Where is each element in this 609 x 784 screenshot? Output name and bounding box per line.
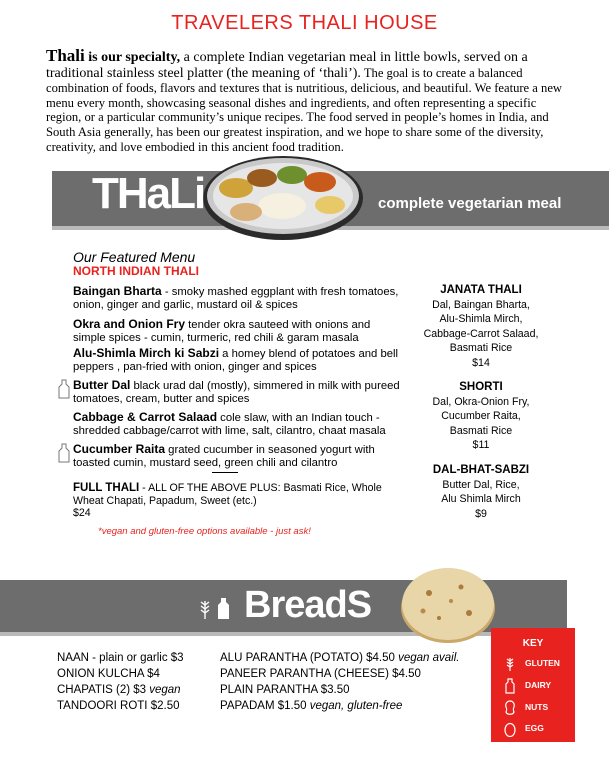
bread-item: [220, 682, 459, 698]
dish-item: [73, 443, 403, 470]
combo-line: Basmati Rice: [449, 342, 513, 355]
full-thali-name: FULL THALI: [73, 482, 140, 494]
dairy-icon: [58, 379, 70, 399]
combo-line: Cucumber Raita,: [441, 410, 521, 423]
menu-section-title: NORTH INDIAN THALI: [73, 264, 199, 278]
wheat-icon: [201, 601, 209, 619]
combo-price: $11: [472, 439, 490, 452]
key-title: KEY: [522, 638, 544, 649]
vegan-note: *vegan and gluten-free options available - just ask!: [98, 526, 311, 537]
key-label: EGG: [525, 723, 544, 733]
bread-note: vegan: [146, 684, 181, 696]
key-label: GLUTEN: [525, 658, 560, 668]
dish-description: - smoky mashed eggplant with fresh tomatoes, onion, ginger and garlic, mustard oil & spices: [73, 286, 399, 311]
intro-body: The goal is to create a balanced combination of foods, flavors and textures that is nutritious, delicious, and beautiful. We feature a new menu every month, showcasing seasonal dishes and ingredients, and often representing a specific region, or a particular community’s unique recipes. The food served in people’s homes in India, and South Asia generally, has been our greatest inspiration, and we hope to share some of the diversity, creativity, and love embodied in this ancient food tradition.: [46, 65, 563, 154]
combo-shorti: [416, 380, 546, 453]
key-item-gluten: [503, 656, 560, 674]
intro-lead-rest: is our specialty,: [84, 50, 181, 65]
restaurant-title: TRAVELERS THALI HOUSE: [171, 12, 438, 34]
full-thali-description: - ALL OF THE ABOVE PLUS: Basmati Rice, Whole Wheat Chapati, Papadum, Sweet (etc.): [73, 482, 382, 507]
dairy-icon: [58, 443, 70, 463]
dish-item: [73, 318, 403, 345]
combo-line: Alu Shimla Mirch: [441, 493, 521, 506]
milk-bottle-icon: [218, 598, 229, 619]
dish-name: Alu-Shimla Mirch ki Sabzi: [73, 346, 220, 360]
intro-sentence: a complete Indian vegetarian meal in little bowls, served on a traditional stainless steel platter (the meaning of ‘thali’).: [46, 50, 528, 81]
dish-name: Baingan Bharta: [73, 284, 162, 298]
thali-banner-title: THaLi: [92, 169, 205, 218]
thali-plate-image: [200, 150, 365, 242]
bread-item: [57, 650, 184, 666]
allergen-key: [491, 628, 575, 742]
featured-menu-label: Our Featured Menu: [73, 249, 196, 265]
combo-line: Dal, Okra-Onion Fry,: [432, 395, 530, 408]
menu-divider: [212, 472, 238, 473]
nut-icon: [503, 700, 517, 716]
combo-janata-thali: [416, 283, 546, 371]
bread-text: TANDOORI ROTI $2.50: [57, 700, 180, 712]
combo-name: DAL-BHAT-SABZI: [432, 464, 530, 476]
intro-lead-word: Thali: [46, 46, 85, 65]
dish-description: cole slaw, with an Indian touch - shredded cabbage/carrot with lime, salt, cilantro, chaat masala: [73, 412, 386, 437]
combo-line: Alu-Shimla Mirch,: [439, 313, 523, 326]
dish-item: [73, 347, 403, 374]
combo-price: $14: [472, 356, 490, 369]
thali-banner-subtitle: complete vegetarian meal: [378, 195, 562, 212]
combo-line: Cabbage-Carrot Salaad,: [423, 327, 539, 340]
dish-description: black urad dal (mostly), simmered in milk with pureed tomatoes, cream, butter and spices: [73, 380, 400, 405]
dish-description: a homey blend of potatoes and bell peppers , pan-fried with onion, ginger and spices: [73, 348, 399, 373]
combo-name: JANATA THALI: [440, 284, 522, 296]
roti-image: [399, 563, 497, 645]
combo-line: Basmati Rice: [449, 424, 513, 437]
bread-text: PLAIN PARANTHA $3.50: [220, 684, 350, 696]
bread-item: [57, 682, 184, 698]
dish-name: Okra and Onion Fry: [73, 317, 186, 331]
bread-item: [220, 698, 459, 714]
combo-line: Dal, Baingan Bharta,: [432, 298, 530, 311]
egg-icon: [503, 721, 517, 737]
key-label: NUTS: [525, 702, 549, 712]
bread-text: CHAPATIS (2) $3: [57, 684, 147, 696]
combo-line: Butter Dal, Rice,: [442, 478, 520, 491]
key-item-egg: [503, 721, 544, 739]
dish-item: [73, 379, 403, 406]
wheat-icon: [503, 656, 517, 672]
bread-text: ALU PARANTHA (POTATO) $4.50: [220, 652, 395, 664]
bread-text: PANEER PARANTHA (CHEESE) $4.50: [220, 668, 421, 680]
dish-description: tender okra sauteed with onions and simple spices - cumin, turmeric, red chili & garam masala: [73, 319, 371, 344]
bread-note: vegan, gluten-free: [306, 700, 403, 712]
combo-name: SHORTI: [459, 381, 503, 393]
bread-item: [57, 698, 184, 714]
dish-name: Cabbage & Carrot Salaad: [73, 410, 218, 424]
key-label: DAIRY: [525, 680, 552, 690]
full-thali-item: [73, 482, 393, 520]
dish-item: [73, 411, 403, 438]
breads-list-right: [220, 650, 459, 714]
breads-banner-title: BreadS: [244, 584, 372, 626]
key-item-dairy: [503, 678, 552, 696]
bread-text: NAAN - plain or garlic $3: [57, 652, 184, 664]
dish-item: [73, 285, 403, 312]
key-item-nuts: [503, 700, 549, 718]
breads-list-left: [57, 650, 184, 714]
bread-item: [57, 666, 184, 682]
bread-text: ONION KULCHA $4: [57, 668, 160, 680]
intro-paragraph: [46, 46, 566, 154]
combo-price: $9: [475, 507, 487, 520]
milk-bottle-icon: [503, 678, 517, 694]
combo-dal-bhat-sabzi: [416, 463, 546, 521]
full-thali-price: $24: [73, 507, 91, 519]
bread-text: PAPADAM $1.50: [220, 700, 307, 712]
bread-item: [220, 650, 459, 666]
bread-note: vegan avail.: [394, 652, 460, 664]
breads-banner-icons: [196, 597, 236, 621]
bread-item: [220, 666, 459, 682]
dish-name: Butter Dal: [73, 378, 131, 392]
dish-description: grated cucumber in seasoned yogurt with toasted cumin, mustard seed, green chili and cilantro: [73, 444, 375, 469]
dish-name: Cucumber Raita: [73, 442, 166, 456]
